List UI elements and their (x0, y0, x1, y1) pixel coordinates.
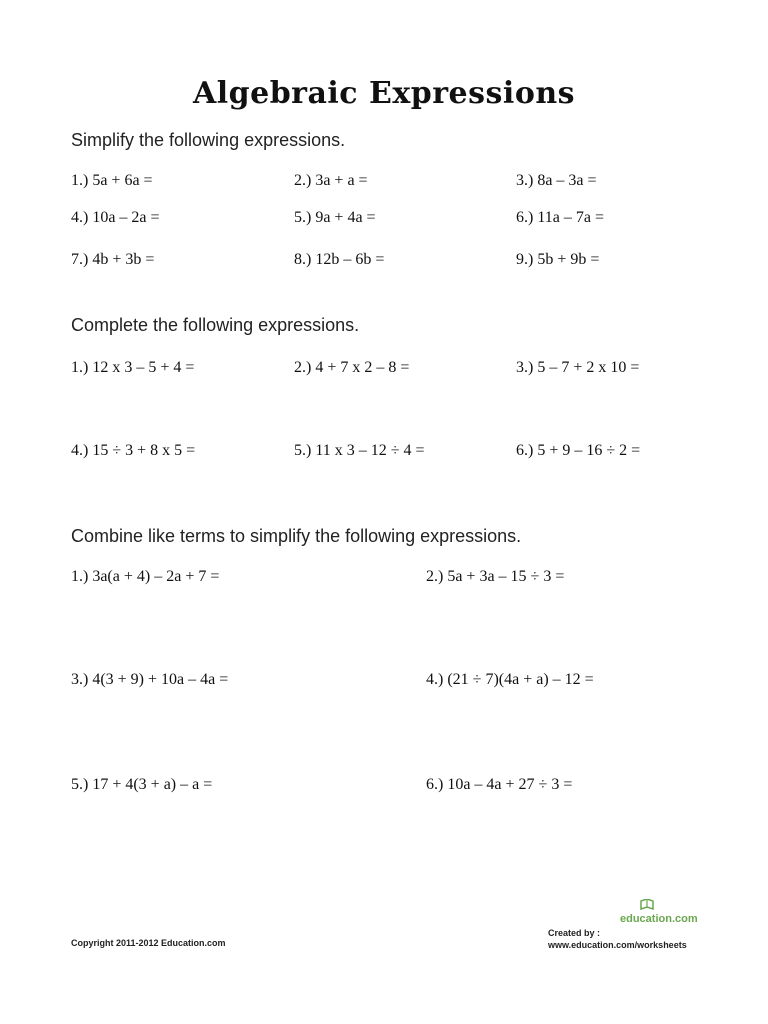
problem-2-2: 2.) 4 + 7 x 2 – 8 = (294, 359, 410, 376)
problem-1-8: 8.) 12b – 6b = (294, 251, 385, 268)
problem-2-3: 3.) 5 – 7 + 2 x 10 = (516, 359, 640, 376)
created-by-label: Created by : (548, 928, 601, 938)
problem-3-1: 1.) 3a(a + 4) – 2a + 7 = (71, 568, 220, 585)
worksheets-url: www.education.com/worksheets (548, 940, 687, 950)
section-3-instruction: Combine like terms to simplify the following expressions. (71, 526, 522, 546)
page-title: Algebraic Expressions (192, 76, 576, 111)
problem-1-6: 6.) 11a – 7a = (516, 209, 604, 226)
education-logo (620, 905, 698, 925)
problem-3-6: 6.) 10a – 4a + 27 ÷ 3 = (426, 776, 573, 793)
problem-3-2: 2.) 5a + 3a – 15 ÷ 3 = (426, 568, 565, 585)
problem-2-4: 4.) 15 ÷ 3 + 8 x 5 = (71, 442, 196, 459)
problem-1-9: 9.) 5b + 9b = (516, 251, 600, 268)
problem-1-4: 4.) 10a – 2a = (71, 209, 160, 226)
problem-2-5: 5.) 11 x 3 – 12 ÷ 4 = (294, 442, 425, 459)
problem-3-4: 4.) (21 ÷ 7)(4a + a) – 12 = (426, 671, 594, 688)
logo-text: education.com (620, 913, 698, 925)
problem-1-5: 5.) 9a + 4a = (294, 209, 376, 226)
problem-1-1: 1.) 5a + 6a = (71, 172, 153, 189)
problem-3-3: 3.) 4(3 + 9) + 10a – 4a = (71, 671, 229, 688)
problem-1-3: 3.) 8a – 3a = (516, 172, 597, 189)
problem-3-5: 5.) 17 + 4(3 + a) – a = (71, 776, 213, 793)
copyright-text: Copyright 2011-2012 Education.com (71, 938, 226, 948)
section-2-instruction: Complete the following expressions. (71, 315, 360, 335)
problem-1-7: 7.) 4b + 3b = (71, 251, 155, 268)
section-1-instruction: Simplify the following expressions. (71, 130, 346, 150)
problem-2-6: 6.) 5 + 9 – 16 ÷ 2 = (516, 442, 641, 459)
problem-2-1: 1.) 12 x 3 – 5 + 4 = (71, 359, 195, 376)
credit-block (548, 927, 687, 951)
problem-1-2: 2.) 3a + a = (294, 172, 368, 189)
book-logo-icon (640, 899, 654, 911)
